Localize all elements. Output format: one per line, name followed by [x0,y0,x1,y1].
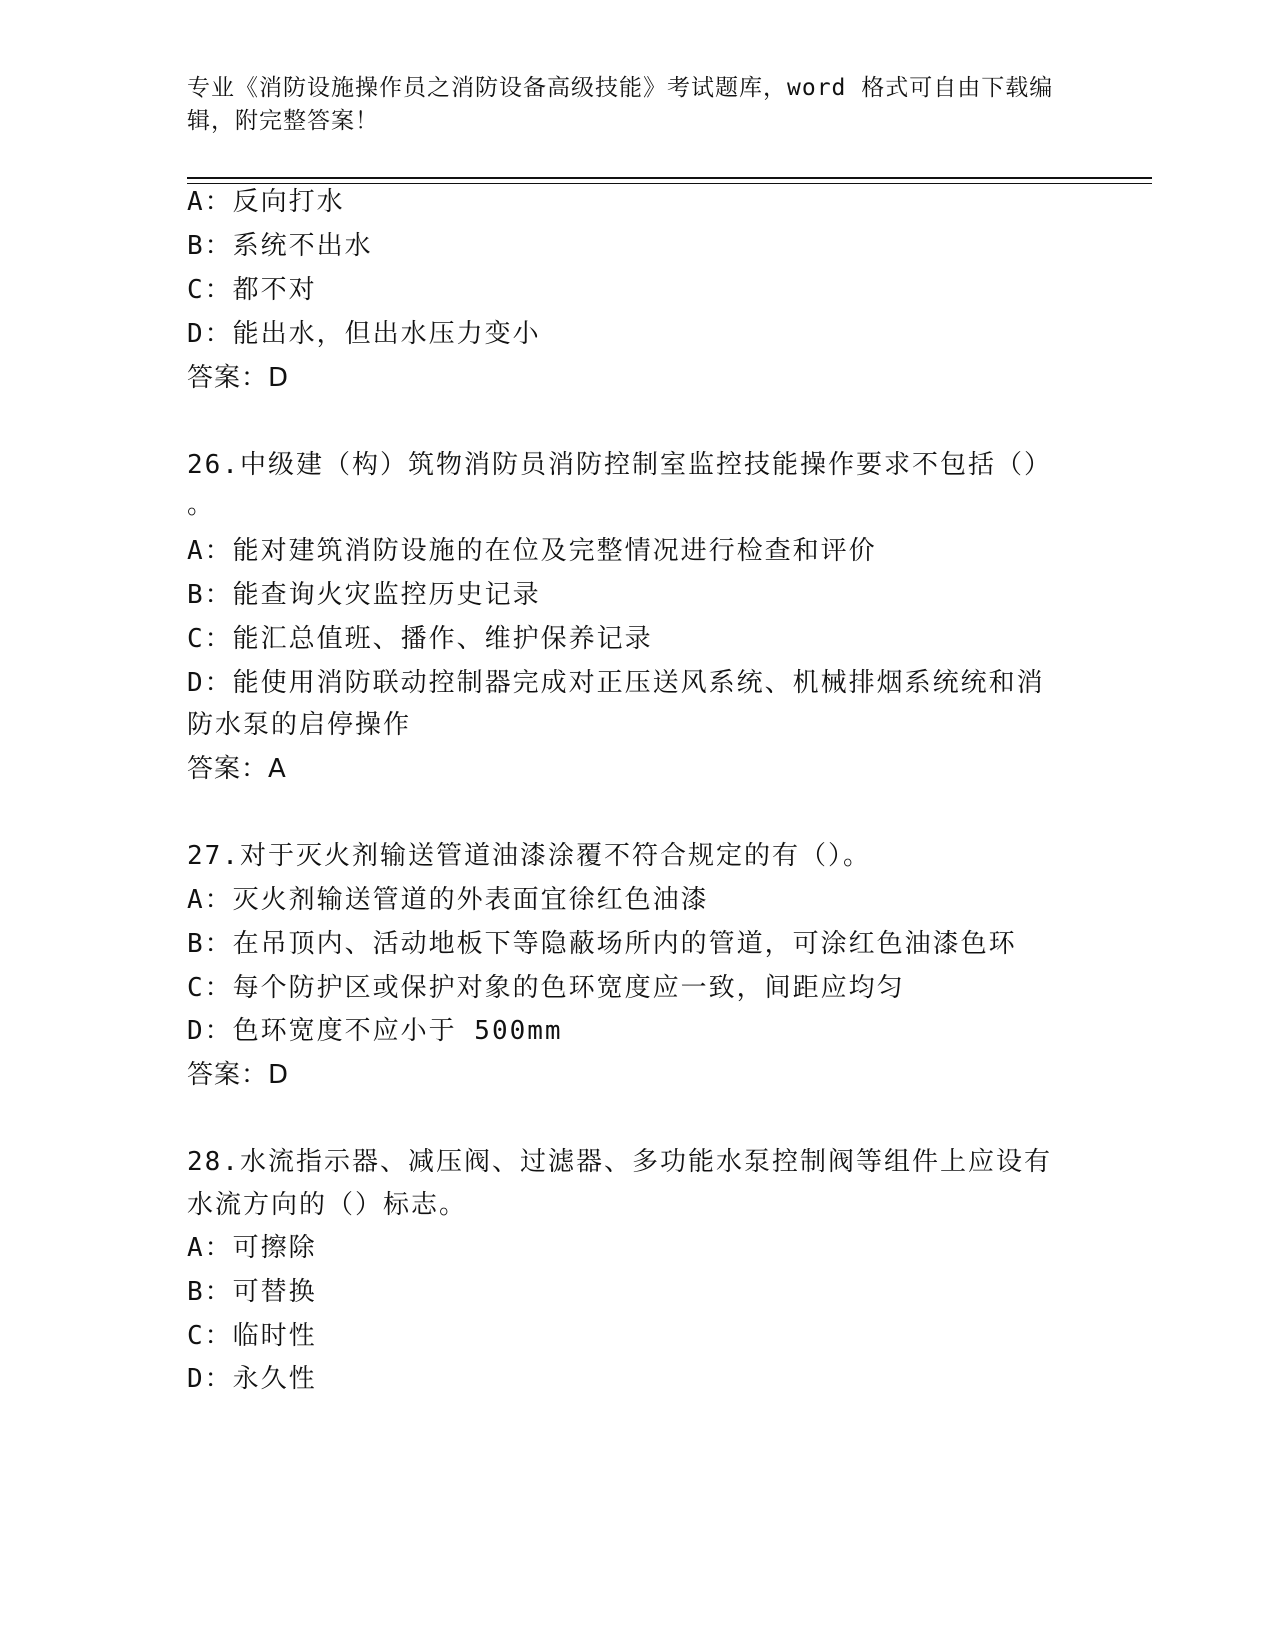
q25-answer: 答案：D [187,363,290,393]
q25-option-a: A：反向打水 [187,187,345,217]
q28-option-d: D：永久性 [187,1364,317,1394]
q27-answer: 答案：D [187,1060,290,1090]
header-divider-thin [187,183,1152,184]
header-line-2: 辑，附完整答案！ [187,108,379,134]
q25-option-b: B：系统不出水 [187,231,373,261]
document-header [187,72,1087,138]
q26-option-d-line-1: D：能使用消防联动控制器完成对正压送风系统、机械排烟系统统和消 [187,668,1045,698]
q26-stem-line-2: 。 [187,490,216,520]
q26-stem-line-1: 26.中级建（构）筑物消防员消防控制室监控技能操作要求不包括（） [187,450,1052,480]
q27-option-d: D：色环宽度不应小于 500mm [187,1016,563,1046]
q26-option-a: A：能对建筑消防设施的在位及完整情况进行检查和评价 [187,536,877,566]
q26-option-b: B：能查询火灾监控历史记录 [187,580,541,610]
q28-option-b: B：可替换 [187,1277,317,1307]
q26-option-c: C：能汇总值班、播作、维护保养记录 [187,624,653,654]
q26-answer: 答案：A [187,754,287,784]
q28-option-a: A：可擦除 [187,1233,317,1263]
q25-option-c: C：都不对 [187,275,317,305]
header-divider-thick [187,177,1152,179]
q27-option-a: A：灭火剂输送管道的外表面宜徐红色油漆 [187,885,709,915]
header-line-1: 专业《消防设施操作员之消防设备高级技能》考试题库，word 格式可自由下载编 [187,75,1054,101]
q28-stem-line-2: 水流方向的（）标志。 [187,1190,468,1220]
q26-option-d-line-2: 防水泵的启停操作 [187,710,412,740]
q27-option-c: C：每个防护区或保护对象的色环宽度应一致，间距应均匀 [187,973,905,1003]
q27-option-b: B：在吊顶内、活动地板下等隐蔽场所内的管道，可涂红色油漆色环 [187,929,1017,959]
q28-stem-line-1: 28.水流指示器、减压阀、过滤器、多功能水泵控制阀等组件上应设有 [187,1147,1052,1177]
q28-option-c: C：临时性 [187,1321,317,1351]
q27-stem: 27.对于灭火剂输送管道油漆涂覆不符合规定的有（）。 [187,841,871,871]
q25-option-d: D：能出水，但出水压力变小 [187,319,541,349]
